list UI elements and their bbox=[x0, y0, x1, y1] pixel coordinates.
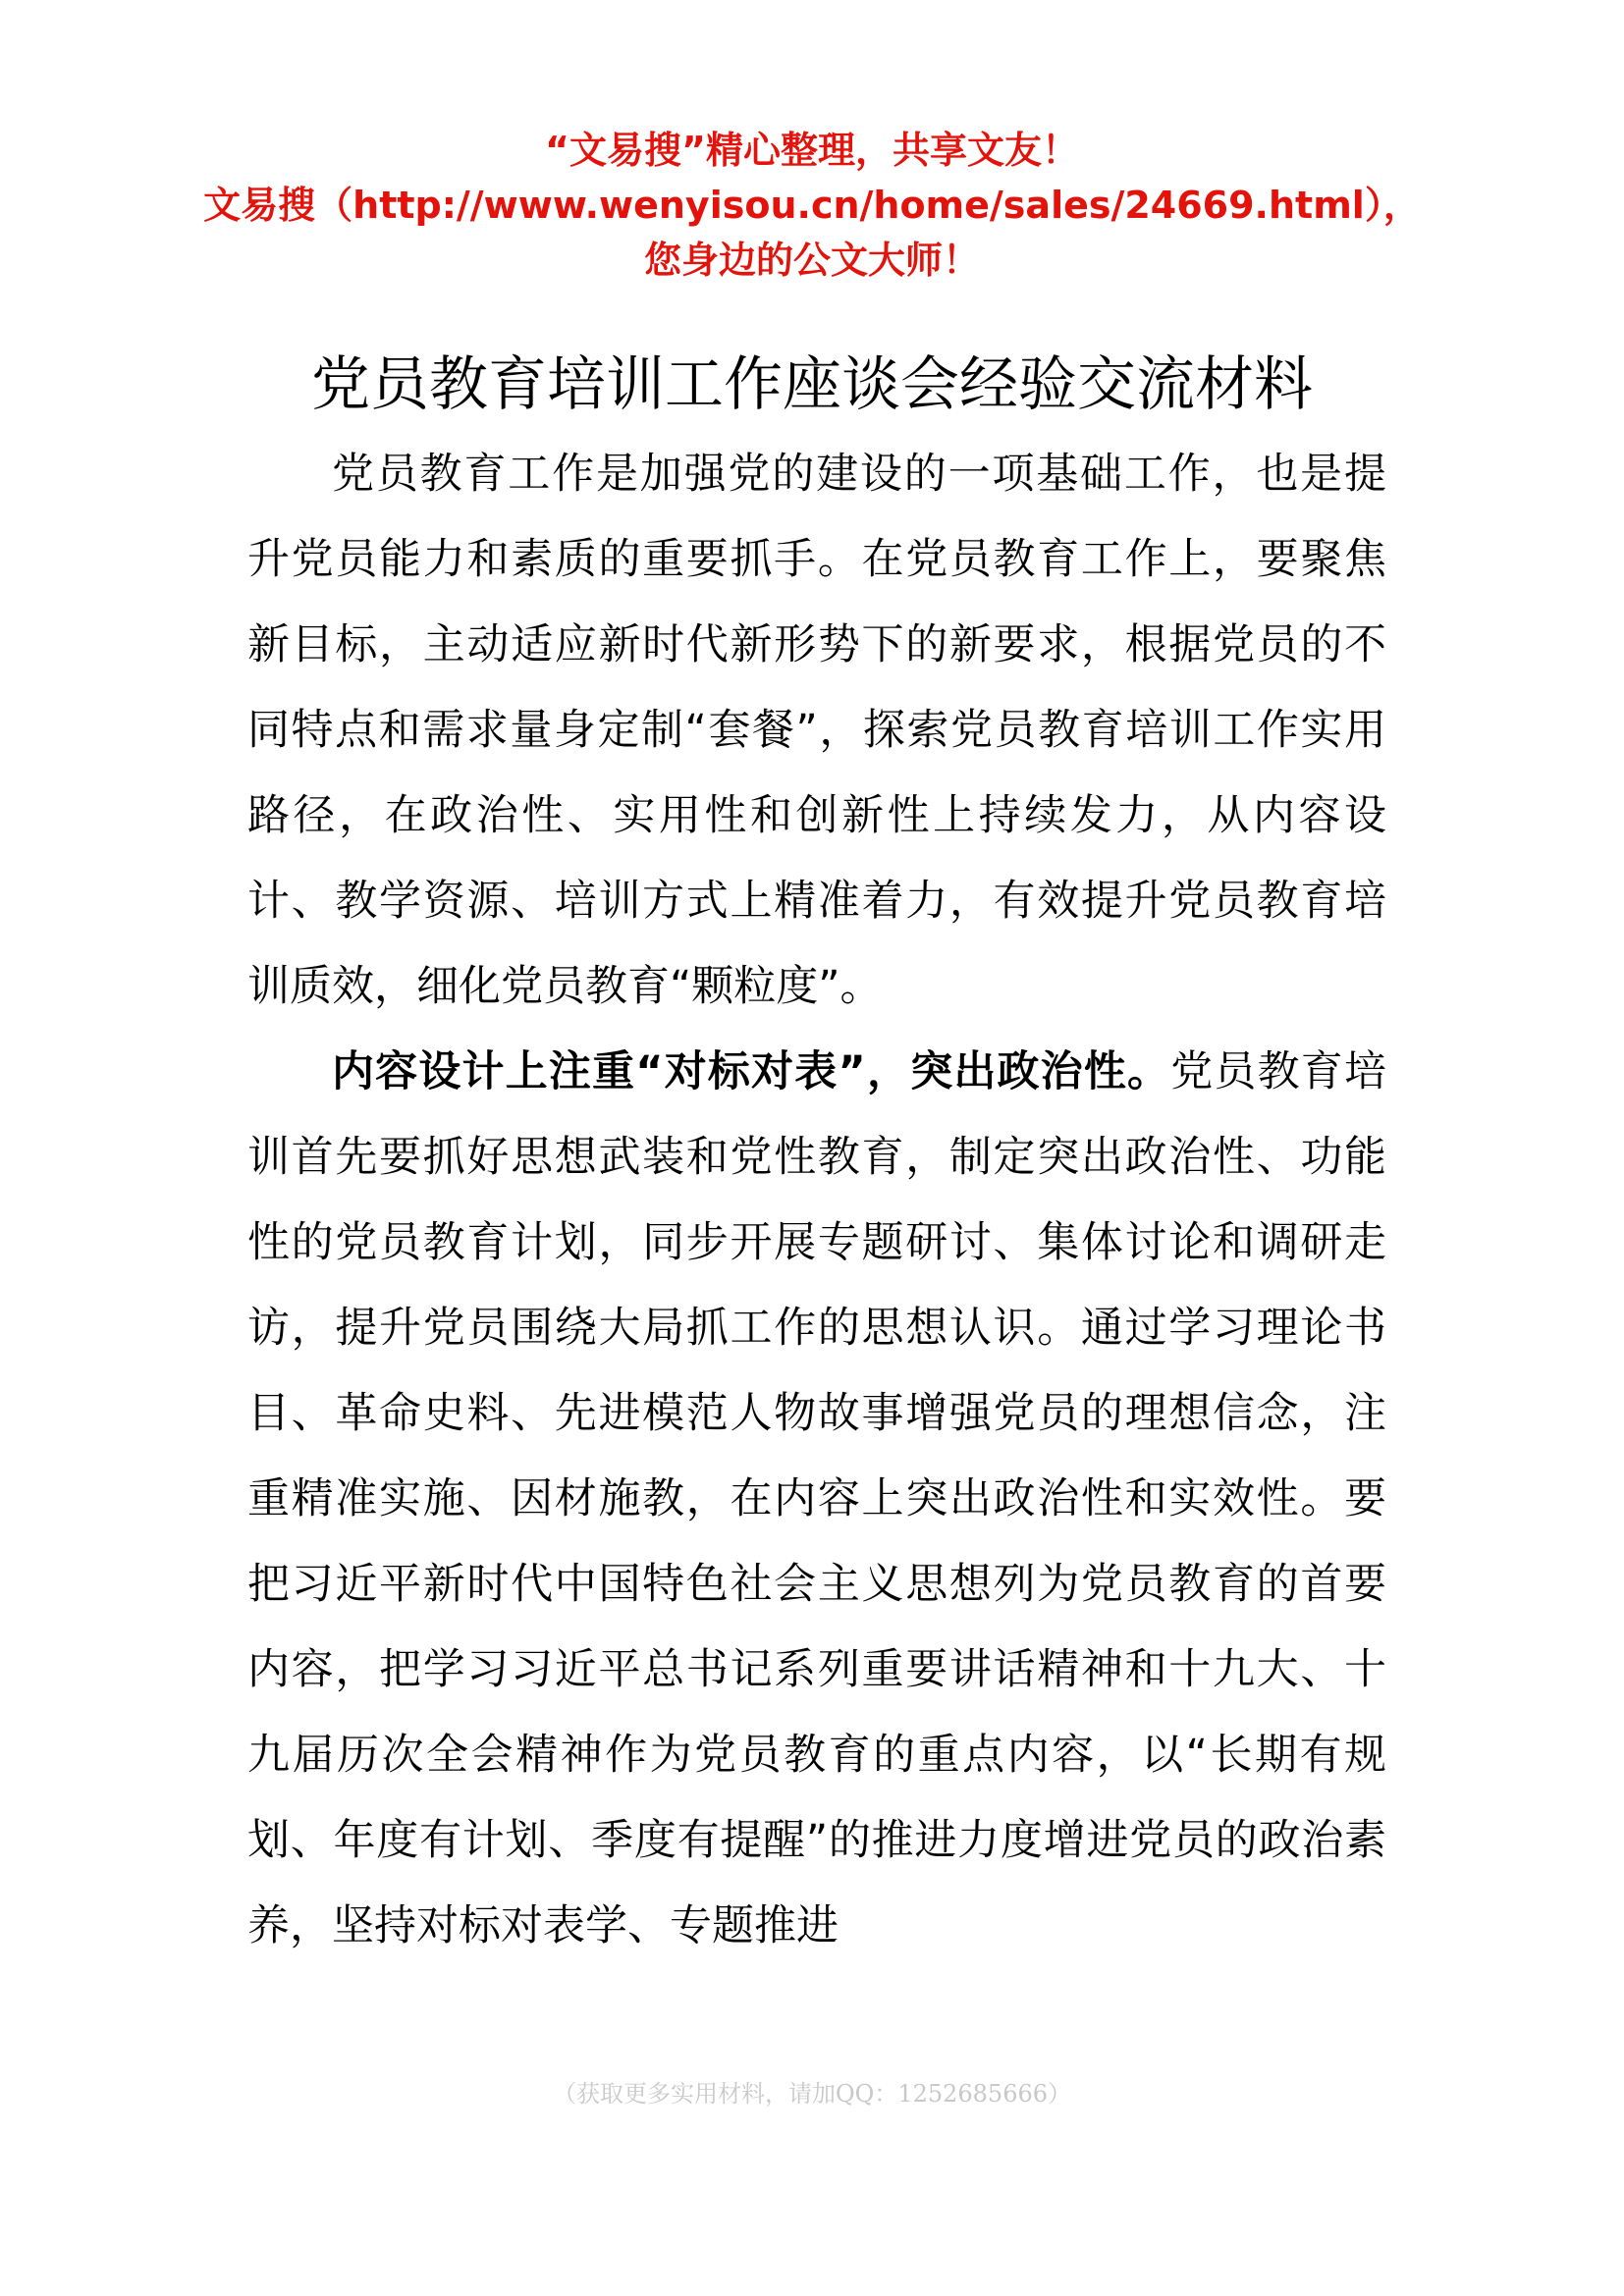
promo-line-1: “文易搜”精心整理，共享文友！ bbox=[545, 129, 1079, 172]
footer-watermark-note: （获取更多实用材料，请加QQ：1252685666） bbox=[552, 2080, 1072, 2108]
promo-line-2-url: 文易搜（http://www.wenyisou.cn/home/sales/24669.html）， bbox=[203, 184, 1421, 227]
paragraph-intro: 党员教育工作是加强党的建设的一项基础工作，也是提升党员能力和素质的重要抓手。在党员教育工作上，要聚焦新目标，主动适应新时代新形势下的新要求，根据党员的不同特点和需求量身定制“套餐”，探索党员教育培训工作实用路径，在政治性、实用性和创新性上持续发力，从内容设计、教学资源、培训方式上精准着力，有效提升党员教育培训质效，细化党员教育“颗粒度”。 bbox=[247, 450, 1386, 1011]
document-title: 党员教育培训工作座谈会经验交流材料 bbox=[311, 350, 1313, 420]
document-body bbox=[247, 432, 1386, 1969]
paragraph-content-design bbox=[247, 1030, 1386, 1969]
promo-line-3: 您身边的公文大师！ bbox=[643, 239, 980, 282]
paragraph-lead-heading: 内容设计上注重“对标对表”，突出政治性。 bbox=[332, 1047, 1171, 1096]
paragraph-content-design-body: 党员教育培训首先要抓好思想武装和党性教育，制定突出政治性、功能性的党员教育计划，同步开展专题研讨、集体讨论和调研走访，提升党员围绕大局抓工作的思想认识。通过学习理论书目、革命史料、先进模范人物故事增强党员的理想信念，注重精准实施、因材施教，在内容上突出政治性和实效性。要把习近平新时代中国特色社会主义思想列为党员教育的首要内容，把学习习近平总书记系列重要讲话精神和十九大、十九届历次全会精神作为党员教育的重点内容，以“长期有规划、年度有计划、季度有提醒”的推进力度增进党员的政治素养，坚持对标对表学、专题推进 bbox=[247, 1047, 1386, 1950]
